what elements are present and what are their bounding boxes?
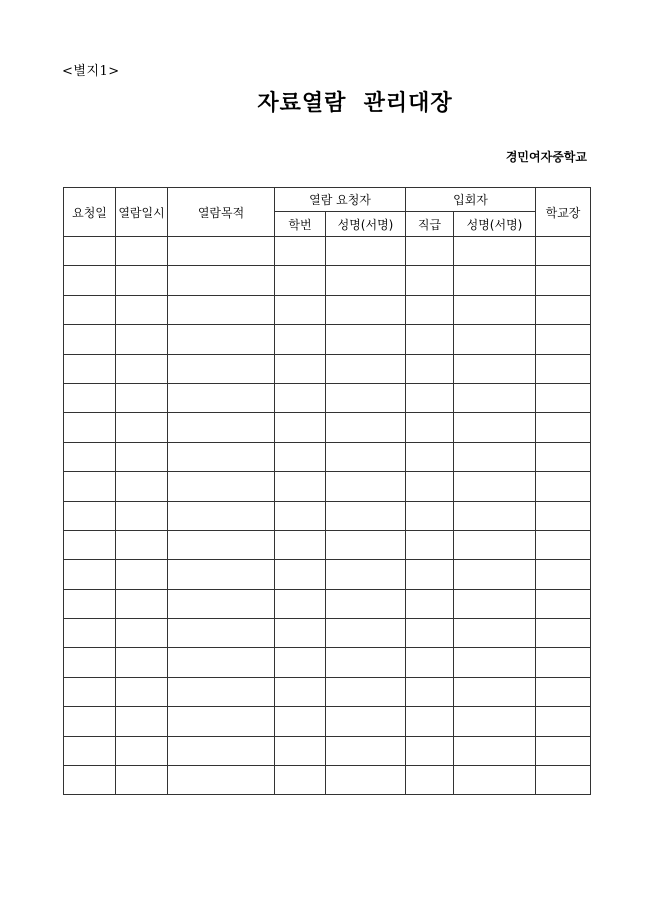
table-row bbox=[64, 325, 591, 354]
table-cell[interactable] bbox=[326, 442, 406, 471]
header-viewing-purpose: 열람목적 bbox=[168, 188, 275, 237]
table-cell[interactable] bbox=[326, 295, 406, 324]
table-cell[interactable] bbox=[275, 530, 326, 559]
table-cell[interactable] bbox=[454, 266, 536, 295]
table-row bbox=[64, 413, 591, 442]
table-cell[interactable] bbox=[116, 413, 168, 442]
header-request-date: 요청일 bbox=[64, 188, 116, 237]
table-cell[interactable] bbox=[406, 589, 454, 618]
table-cell[interactable] bbox=[406, 295, 454, 324]
table-cell[interactable] bbox=[454, 295, 536, 324]
table-cell[interactable] bbox=[168, 354, 275, 383]
table-cell[interactable] bbox=[454, 472, 536, 501]
table-cell[interactable] bbox=[326, 589, 406, 618]
table-cell[interactable] bbox=[116, 383, 168, 412]
ledger-body bbox=[64, 237, 591, 795]
attachment-label: <별지1> bbox=[62, 64, 120, 79]
table-cell[interactable] bbox=[275, 501, 326, 530]
header-witness-group: 입회자 bbox=[406, 188, 536, 212]
table-cell[interactable] bbox=[275, 295, 326, 324]
table-cell[interactable] bbox=[64, 354, 116, 383]
viewing-ledger-table bbox=[63, 187, 591, 795]
table-cell[interactable] bbox=[536, 325, 591, 354]
table-cell[interactable] bbox=[406, 354, 454, 383]
table-cell[interactable] bbox=[454, 648, 536, 677]
table-cell[interactable] bbox=[536, 501, 591, 530]
table-cell[interactable] bbox=[275, 619, 326, 648]
header-requester-name-sign: 성명(서명) bbox=[326, 212, 406, 237]
table-cell[interactable] bbox=[168, 648, 275, 677]
table-cell[interactable] bbox=[536, 295, 591, 324]
table-cell[interactable] bbox=[454, 677, 536, 706]
table-cell[interactable] bbox=[406, 530, 454, 559]
table-cell[interactable] bbox=[168, 677, 275, 706]
table-row bbox=[64, 707, 591, 736]
table-cell[interactable] bbox=[406, 442, 454, 471]
table-cell[interactable] bbox=[326, 677, 406, 706]
table-cell[interactable] bbox=[326, 736, 406, 765]
table-cell[interactable] bbox=[326, 325, 406, 354]
table-cell[interactable] bbox=[536, 589, 591, 618]
table-cell[interactable] bbox=[536, 560, 591, 589]
table-cell[interactable] bbox=[64, 648, 116, 677]
table-cell[interactable] bbox=[168, 383, 275, 412]
table-cell[interactable] bbox=[64, 530, 116, 559]
table-cell[interactable] bbox=[168, 619, 275, 648]
table-cell[interactable] bbox=[454, 707, 536, 736]
table-cell[interactable] bbox=[406, 619, 454, 648]
table-cell[interactable] bbox=[326, 237, 406, 266]
table-cell[interactable] bbox=[536, 442, 591, 471]
table-row bbox=[64, 766, 591, 795]
table-cell[interactable] bbox=[406, 325, 454, 354]
table-cell[interactable] bbox=[168, 472, 275, 501]
table-cell[interactable] bbox=[116, 354, 168, 383]
table-cell[interactable] bbox=[275, 707, 326, 736]
table-cell[interactable] bbox=[326, 354, 406, 383]
table-cell[interactable] bbox=[536, 266, 591, 295]
table-cell[interactable] bbox=[406, 766, 454, 795]
table-cell[interactable] bbox=[536, 736, 591, 765]
table-cell[interactable] bbox=[454, 589, 536, 618]
table-cell[interactable] bbox=[536, 648, 591, 677]
table-row bbox=[64, 354, 591, 383]
table-cell[interactable] bbox=[64, 442, 116, 471]
table-cell[interactable] bbox=[168, 325, 275, 354]
table-cell[interactable] bbox=[116, 325, 168, 354]
table-cell[interactable] bbox=[454, 560, 536, 589]
table-cell[interactable] bbox=[116, 237, 168, 266]
table-cell[interactable] bbox=[326, 266, 406, 295]
table-cell[interactable] bbox=[536, 237, 591, 266]
table-cell[interactable] bbox=[326, 472, 406, 501]
header-viewing-datetime: 열람일시 bbox=[116, 188, 168, 237]
table-cell[interactable] bbox=[64, 677, 116, 706]
table-cell[interactable] bbox=[406, 736, 454, 765]
table-row bbox=[64, 619, 591, 648]
page-title: 자료열람 관리대장 bbox=[257, 91, 453, 116]
table-cell[interactable] bbox=[64, 325, 116, 354]
table-cell[interactable] bbox=[116, 560, 168, 589]
table-cell[interactable] bbox=[64, 766, 116, 795]
table-cell[interactable] bbox=[168, 766, 275, 795]
table-cell[interactable] bbox=[454, 413, 536, 442]
table-cell[interactable] bbox=[275, 648, 326, 677]
table-cell[interactable] bbox=[536, 530, 591, 559]
table-cell[interactable] bbox=[168, 295, 275, 324]
table-cell[interactable] bbox=[168, 413, 275, 442]
table-cell[interactable] bbox=[275, 266, 326, 295]
table-cell[interactable] bbox=[168, 707, 275, 736]
table-cell[interactable] bbox=[116, 677, 168, 706]
table-cell[interactable] bbox=[536, 413, 591, 442]
table-cell[interactable] bbox=[536, 472, 591, 501]
table-cell[interactable] bbox=[64, 472, 116, 501]
table-cell[interactable] bbox=[64, 736, 116, 765]
table-cell[interactable] bbox=[168, 442, 275, 471]
table-row bbox=[64, 530, 591, 559]
table-cell[interactable] bbox=[275, 472, 326, 501]
table-cell[interactable] bbox=[275, 442, 326, 471]
table-cell[interactable] bbox=[64, 383, 116, 412]
table-cell[interactable] bbox=[406, 383, 454, 412]
table-row bbox=[64, 560, 591, 589]
table-cell[interactable] bbox=[536, 766, 591, 795]
table-cell[interactable] bbox=[168, 266, 275, 295]
table-cell[interactable] bbox=[275, 560, 326, 589]
table-cell[interactable] bbox=[406, 501, 454, 530]
table-cell[interactable] bbox=[64, 413, 116, 442]
table-cell[interactable] bbox=[64, 237, 116, 266]
table-cell[interactable] bbox=[536, 619, 591, 648]
table-cell[interactable] bbox=[406, 560, 454, 589]
table-row bbox=[64, 677, 591, 706]
table-cell[interactable] bbox=[454, 766, 536, 795]
table-cell[interactable] bbox=[64, 266, 116, 295]
table-cell[interactable] bbox=[454, 530, 536, 559]
table-cell[interactable] bbox=[326, 648, 406, 677]
table-cell[interactable] bbox=[454, 383, 536, 412]
table-cell[interactable] bbox=[168, 560, 275, 589]
table-cell[interactable] bbox=[275, 383, 326, 412]
table-cell[interactable] bbox=[326, 560, 406, 589]
table-row bbox=[64, 266, 591, 295]
table-cell[interactable] bbox=[116, 472, 168, 501]
table-cell[interactable] bbox=[64, 560, 116, 589]
table-cell[interactable] bbox=[116, 707, 168, 736]
table-cell[interactable] bbox=[406, 266, 454, 295]
table-cell[interactable] bbox=[64, 589, 116, 618]
table-row bbox=[64, 237, 591, 266]
table-row bbox=[64, 501, 591, 530]
table-cell[interactable] bbox=[116, 736, 168, 765]
table-cell[interactable] bbox=[275, 413, 326, 442]
table-cell[interactable] bbox=[64, 501, 116, 530]
table-cell[interactable] bbox=[64, 295, 116, 324]
table-cell[interactable] bbox=[275, 354, 326, 383]
header-principal: 학교장 bbox=[536, 188, 591, 237]
table-cell[interactable] bbox=[168, 736, 275, 765]
table-cell[interactable] bbox=[275, 325, 326, 354]
table-row bbox=[64, 472, 591, 501]
table-cell[interactable] bbox=[454, 237, 536, 266]
table-cell[interactable] bbox=[536, 707, 591, 736]
table-cell[interactable] bbox=[116, 589, 168, 618]
table-cell[interactable] bbox=[275, 766, 326, 795]
table-row bbox=[64, 589, 591, 618]
table-cell[interactable] bbox=[326, 413, 406, 442]
table-cell[interactable] bbox=[326, 766, 406, 795]
table-cell[interactable] bbox=[326, 707, 406, 736]
table-cell[interactable] bbox=[536, 677, 591, 706]
table-cell[interactable] bbox=[275, 237, 326, 266]
table-cell[interactable] bbox=[116, 442, 168, 471]
table-cell[interactable] bbox=[536, 383, 591, 412]
table-cell[interactable] bbox=[326, 383, 406, 412]
table-cell[interactable] bbox=[275, 677, 326, 706]
table-cell[interactable] bbox=[168, 237, 275, 266]
table-cell[interactable] bbox=[454, 501, 536, 530]
table-cell[interactable] bbox=[454, 442, 536, 471]
school-name: 경민여자중학교 bbox=[505, 150, 587, 164]
table-cell[interactable] bbox=[116, 648, 168, 677]
table-cell[interactable] bbox=[326, 501, 406, 530]
table-cell[interactable] bbox=[168, 530, 275, 559]
table-cell[interactable] bbox=[64, 707, 116, 736]
table-row bbox=[64, 442, 591, 471]
table-cell[interactable] bbox=[168, 501, 275, 530]
table-cell[interactable] bbox=[454, 619, 536, 648]
table-cell[interactable] bbox=[116, 766, 168, 795]
table-cell[interactable] bbox=[326, 530, 406, 559]
table-row bbox=[64, 383, 591, 412]
table-cell[interactable] bbox=[275, 589, 326, 618]
table-row bbox=[64, 736, 591, 765]
header-witness-position: 직급 bbox=[406, 212, 454, 237]
table-cell[interactable] bbox=[536, 354, 591, 383]
table-cell[interactable] bbox=[116, 295, 168, 324]
table-cell[interactable] bbox=[454, 354, 536, 383]
table-cell[interactable] bbox=[406, 707, 454, 736]
table-cell[interactable] bbox=[406, 237, 454, 266]
table-cell[interactable] bbox=[326, 619, 406, 648]
header-requester-student-no: 학번 bbox=[275, 212, 326, 237]
table-row bbox=[64, 295, 591, 324]
table-cell[interactable] bbox=[406, 472, 454, 501]
table-cell[interactable] bbox=[168, 589, 275, 618]
table-cell[interactable] bbox=[454, 736, 536, 765]
table-cell[interactable] bbox=[406, 677, 454, 706]
table-cell[interactable] bbox=[116, 619, 168, 648]
table-cell[interactable] bbox=[116, 530, 168, 559]
table-cell[interactable] bbox=[406, 648, 454, 677]
table-row bbox=[64, 648, 591, 677]
table-cell[interactable] bbox=[406, 413, 454, 442]
table-cell[interactable] bbox=[116, 266, 168, 295]
header-witness-name-sign: 성명(서명) bbox=[454, 212, 536, 237]
table-cell[interactable] bbox=[275, 736, 326, 765]
header-requester-group: 열람 요청자 bbox=[275, 188, 406, 212]
table-cell[interactable] bbox=[64, 619, 116, 648]
table-cell[interactable] bbox=[116, 501, 168, 530]
table-cell[interactable] bbox=[454, 325, 536, 354]
